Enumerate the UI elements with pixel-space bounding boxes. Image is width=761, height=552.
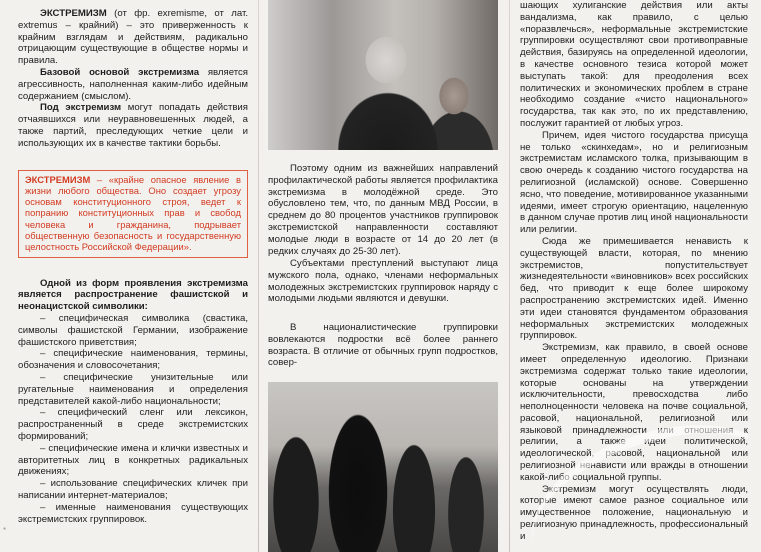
definition-term: ЭКСТРЕМИЗМ bbox=[40, 8, 107, 19]
fold-line-left bbox=[258, 0, 259, 552]
definition-paragraph bbox=[18, 8, 248, 67]
column-right bbox=[520, 0, 748, 552]
right-paragraph-1: шающих хулиганские действия или акты вандализма, как правило, с целью «поразвлечься», неформальные экстремистские группировки осуществляют свои противоправные действия, базируясь на определенной идеологии, в качестве основного тезиса которой может выступать такой: для преодоления всех политических и экономических проблем в стране необходимо создание «чисто национального» государства, так как это, по их представлению, послужит гарантией от любых угроз. bbox=[520, 0, 748, 129]
right-paragraph-5: Экстремизм могут осуществлять люди, которые имеют самое разное социальное или имущественное положение, национальную и религиозную принадлежность, профессиональный и bbox=[520, 483, 748, 542]
right-paragraph-3: Сюда же примешивается ненависть к существующей власти, которая, по мнению экстремистов, попустительствует жизнедеятельности «виновников» всех российских бед, что приводит к еще более широкому распространению экстремистских идей. Именно эти идеи становятся фундаментом образования неформальных экстремистских молодежных группировок. bbox=[520, 235, 748, 342]
middle-text-block-2 bbox=[268, 258, 498, 305]
list-item: – специфические имена и клички известных и авторитетных лиц в конкретных радикальных движениях; bbox=[18, 442, 248, 478]
forms-list bbox=[18, 313, 248, 525]
basis-text: является агрессивность, наполненная каким-либо идейным содержанием (смыслом). bbox=[18, 66, 248, 102]
definition-quote-box bbox=[18, 170, 248, 258]
right-paragraph-2: Причем, идея чистого государства присуща не только «скинхедам», но и религиозным экстремистам исламского толка, призывающим в свою очередь к созданию чистого государства на религиозной (исламской) основе. Совершенно ясно, что поведение, мотивированное указанными идеями, имеет строгую ориентацию, нацеленную в данном случае против лиц иной национальности или религии. bbox=[520, 129, 748, 236]
list-item: – специфические наименования, термины, обозначения и словосочетания; bbox=[18, 348, 248, 372]
middle-paragraph-1: Поэтому одним из важнейших направлений профилактической работы является профилактика экстремизма в молодёжной среде. Это обусловлено тем, что, по данным МВД России, в среднем до 80 процентов участников группировок экстремистской направленности составляют молодые люди в возрасте от 14 до 20 лет (в редких случаях до 25-30 лет). bbox=[268, 163, 498, 257]
hooded-group-photo bbox=[268, 382, 498, 552]
middle-text-block-1 bbox=[268, 163, 498, 257]
middle-text-block-3 bbox=[268, 322, 498, 369]
quote-term: ЭКСТРЕМИЗМ bbox=[25, 173, 91, 185]
forms-heading: Одной из форм проявления экстремизма является распространение фашистской и неонацистской символики: bbox=[18, 277, 248, 313]
under-paragraph bbox=[18, 102, 248, 149]
list-item: – специфические унизительные или ругательные наименования и определения представителей какой-либо национальности; bbox=[18, 372, 248, 407]
right-paragraph-4: Экстремизм, как правило, в своей основе имеет определенную идеологию. Признаки экстремизма содержат только такие идеологии, которые основаны на утверждении исключительности, превосходства либо неполноценности человека на почве социальной, расовой, национальной, религиозной или языковой принадлежности или отношения к религии, а также идеи политической, идеологической, расовой, национальной или религиозной ненависти или вражды в отношении какой-либо социальной группы. bbox=[520, 342, 748, 483]
list-item: – специфическая символика (свастика, символы фашистской Германии, изображение фашистского приветствия; bbox=[18, 313, 248, 348]
basis-paragraph bbox=[18, 67, 248, 102]
fold-line-right bbox=[509, 0, 510, 552]
middle-paragraph-2: Субъектами преступлений выступают лица мужского пола, однако, членами неформальных молодежных экстремистских группировок наряду с молодыми людьми являются и девушки. bbox=[268, 258, 498, 305]
list-item: – именные наименования существующих экстремистских группировок. bbox=[18, 501, 248, 525]
basis-term: Базовой основой экстремизма bbox=[40, 66, 200, 78]
list-item: – использование специфических кличек при написании интернет-материалов; bbox=[18, 478, 248, 501]
middle-paragraph-3: В националистические группировки вовлекаются подростки всё более раннего возраста. В отличие от обычных групп подростков, совер- bbox=[268, 322, 498, 369]
column-middle bbox=[268, 0, 498, 552]
under-term: Под экстремизм bbox=[40, 102, 122, 114]
column-left bbox=[18, 0, 248, 552]
page-marker: * bbox=[3, 526, 7, 535]
masked-youth-photo bbox=[268, 0, 498, 150]
list-item: – специфический сленг или лексикон, распространенный в среде экстремистских формирований; bbox=[18, 407, 248, 442]
quote-text: – «крайне опасное явление в жизни любого общества. Оно создает угрозу основам конституционного строя, ведет к попранию конституционных прав и свобод человека и гражданина, подрывает общественную безопасность и государственную целостность Российской Федерации». bbox=[25, 173, 241, 253]
under-text: могут попадать действия отчаявшихся или неуравновешенных людей, а также партий, преследующих четкие цели и использующих их в качестве тактики борьбы. bbox=[18, 102, 248, 149]
definition-text: (от фр. exremisme, от лат. extremus – крайний) – это приверженность к крайним взглядам и действиям, радикально отрицающим существующие в обществе нормы и правила. bbox=[18, 8, 248, 67]
